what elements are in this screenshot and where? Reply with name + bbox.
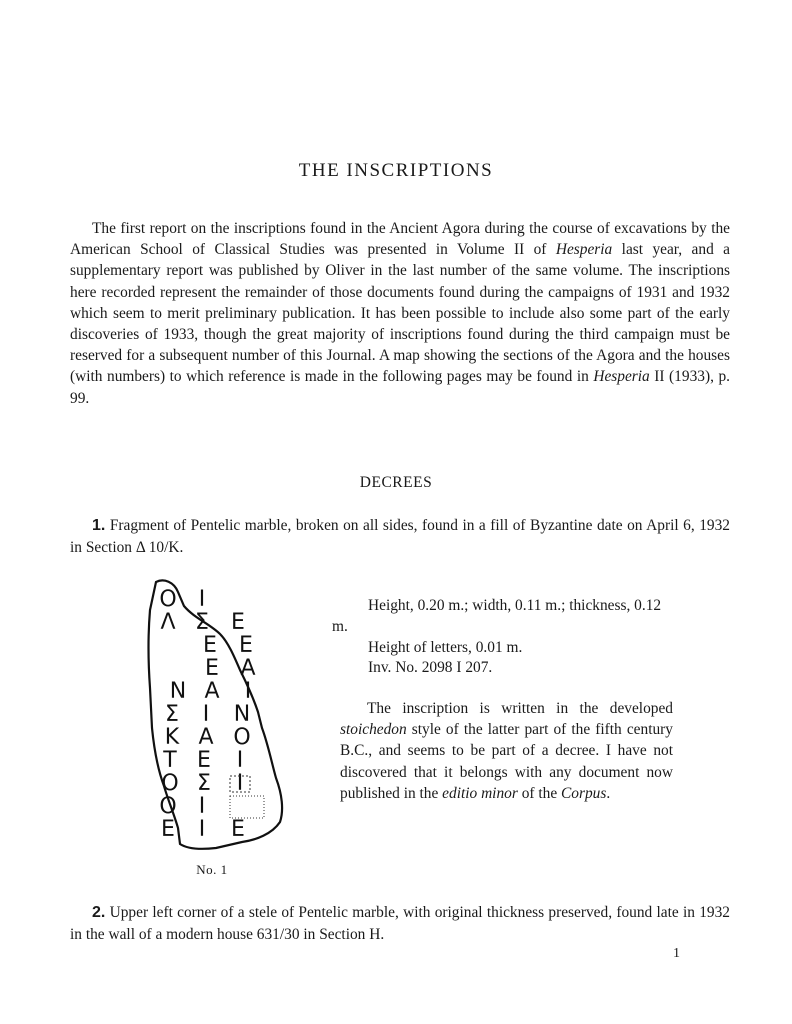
description-text-4: of the xyxy=(517,784,562,802)
description-text-5: . xyxy=(606,784,611,802)
entry-2-section-suffix: H xyxy=(369,926,381,943)
inscription-letter: Ι xyxy=(198,817,206,842)
inscription-letter: Ο xyxy=(161,771,179,796)
entry-1-number: 1. xyxy=(92,517,106,534)
inventory-number: Inv. No. 2098 I 207. xyxy=(368,659,493,677)
letter-height: Height of letters, 0.01 m. xyxy=(368,638,523,656)
inscription-letter: Α xyxy=(240,656,256,681)
inscription-letter: Ε xyxy=(161,817,175,842)
page-title: THE INSCRIPTIONS xyxy=(298,160,494,181)
section-heading: DECREES xyxy=(359,474,433,491)
era-abbreviation: B.C. xyxy=(340,742,369,760)
entry-1 xyxy=(70,515,730,559)
entry-2-number: 2. xyxy=(92,904,106,921)
inscription-drawing xyxy=(146,578,291,850)
worn-area-2 xyxy=(230,796,264,818)
inscription-letter: Ι xyxy=(236,748,244,773)
description-paragraph xyxy=(340,698,673,804)
inscription-letter: Ο xyxy=(159,794,177,819)
inscription-letter: Ο xyxy=(233,725,251,750)
inscription-letter: Ι xyxy=(198,587,206,612)
fragment-details xyxy=(332,596,674,679)
journal-title-2: Hesperia xyxy=(593,368,650,386)
inscription-letter: Λ xyxy=(160,610,176,635)
inscription-letter: Ε xyxy=(239,633,253,658)
inscription-letter: Ν xyxy=(169,679,187,704)
inscription-letter: Ε xyxy=(231,817,245,842)
entry-1-section-suffix: K xyxy=(168,539,180,556)
intro-text-1: The first report on the inscriptions found in the Ancient Agora during the course of excavations by the American School of Classical Studies was presented in Volume II of xyxy=(70,220,730,259)
inscription-letter: Ε xyxy=(231,610,245,635)
inscription-letter: Ι xyxy=(244,679,252,704)
journal-title: Hesperia xyxy=(555,241,613,259)
corpus-term: Corpus xyxy=(561,784,607,802)
inscription-letter: Σ xyxy=(165,702,179,727)
inscription-letter: Α xyxy=(204,679,220,704)
inscription-letter: Ε xyxy=(197,748,211,773)
edition-term: editio minor xyxy=(442,784,518,802)
figure-caption: No. 1 xyxy=(196,862,228,877)
description-text-1: The inscription is written in the developed xyxy=(367,700,673,717)
page-number: 1 xyxy=(673,946,680,961)
inscription-letter: Κ xyxy=(164,725,180,750)
inscription-letter: Ο xyxy=(159,587,177,612)
entry-2-end: . xyxy=(380,926,385,943)
inscription-letter: Ι xyxy=(202,702,210,727)
inscription-letter: Ι xyxy=(198,794,206,819)
entry-1-text: Fragment of Pentelic marble, broken on all sides, found in a fill of Byzantine date on April 6, 1932 in Section Δ 10/ xyxy=(70,517,730,556)
dimensions: Height, 0.20 m.; width, 0.11 m.; thickness, 0.12 m. xyxy=(332,597,662,635)
inscription-letter: Ε xyxy=(205,656,219,681)
inscription-letter: Ι xyxy=(236,771,244,796)
entry-2-text: Upper left corner of a stele of Pentelic marble, with original thickness preserved, found late in 1932 in the wall of a modern house 631/30 in Section xyxy=(70,904,730,943)
description-text-2: style of the latter part of the fifth century xyxy=(406,721,673,739)
entry-1-end: . xyxy=(179,539,184,556)
intro-text-3: II (1933), p. 99. xyxy=(70,368,730,407)
intro-paragraph xyxy=(70,218,730,409)
entry-2 xyxy=(70,902,730,946)
inscription-letter: Σ xyxy=(197,771,211,796)
inscription-letters xyxy=(159,587,255,842)
inscription-letter: Ν xyxy=(233,702,251,727)
description-text-3: , and seems to be part of a decree. I have not discovered that it belongs with any document now published in the xyxy=(340,742,673,802)
inscription-letter: Α xyxy=(198,725,214,750)
style-term: stoichedon xyxy=(340,721,407,739)
intro-text-2: last year, and a supplementary report was published by Oliver in the last number of the same volume. The inscriptions here recorded represent the remainder of those documents found during the campaigns of 1931 and 1932 which seem to merit preliminary publication. It has been possible to include also some part of the early discoveries of 1933, though the great majority of inscriptions found during the third campaign must be reserved for a subsequent number of this Journal. A map showing the sections of the Agora and the houses (with numbers) to which reference is made in the following pages may be found in xyxy=(70,241,731,386)
inscription-letter: Σ xyxy=(195,610,209,635)
inscription-letter: Τ xyxy=(163,748,177,773)
inscription-letter: Ε xyxy=(203,633,217,658)
